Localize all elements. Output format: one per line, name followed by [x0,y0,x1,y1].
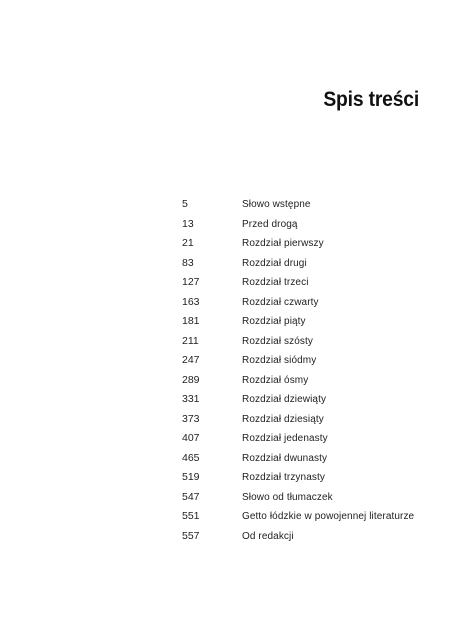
toc-page-number: 557 [182,529,200,542]
page-title: Spis treści [323,88,419,111]
toc-entry [182,195,442,215]
toc-entry-title: Rozdział dwunasty [242,452,328,464]
toc-entry [182,488,442,508]
toc-entry [182,312,442,332]
toc-page-number: 211 [182,334,199,347]
toc-entry-title: Getto łódzkie w powojennej literaturze [242,511,415,522]
toc-entry-title: Rozdział dziewiąty [242,394,327,405]
toc-entry [182,254,442,274]
toc-entry-title: Słowo wstępne [242,199,311,210]
toc-page-number: 331 [182,393,200,405]
toc-page-number: 289 [182,373,200,386]
toc-entry-title: Rozdział trzynasty [242,472,325,483]
toc-entry [182,234,442,254]
toc-page-number: 551 [182,510,200,522]
toc-entry [182,351,442,371]
toc-entry-title: Rozdział dziesiąty [242,413,324,425]
toc-page-number: 407 [182,432,200,444]
toc-entry [182,293,442,313]
toc-page-number: 21 [182,237,194,249]
toc-entry-title: Przed drogą [242,218,298,230]
toc-page-number: 13 [182,217,194,230]
toc-entry-title: Rozdział piąty [242,316,306,327]
toc-page-number: 163 [182,295,200,308]
toc-page-number: 127 [182,276,200,288]
toc-entry [182,410,442,430]
toc-entry [182,507,442,527]
toc-page-number: 547 [182,490,200,503]
toc-entry-title: Rozdział szósty [242,335,313,347]
toc-entry [182,332,442,352]
toc-entry [182,527,442,547]
toc-entry-title: Rozdział drugi [242,257,307,269]
toc-page-number: 247 [182,354,200,366]
toc-entry-title: Rozdział pierwszy [242,238,324,249]
toc-entry [182,429,442,449]
toc-page-number: 5 [182,198,188,210]
toc-page-number: 83 [182,256,194,269]
toc-entry [182,390,442,410]
toc-page-number: 465 [182,451,200,464]
table-of-contents [182,195,442,546]
toc-page-number: 519 [182,471,200,483]
toc-entry [182,449,442,469]
toc-entry-title: Rozdział ósmy [242,374,309,386]
toc-entry-title: Rozdział jedenasty [242,433,328,444]
toc-entry-title: Rozdział trzeci [242,277,309,288]
toc-page-number: 373 [182,412,200,425]
toc-page-number: 181 [182,315,200,327]
toc-entry-title: Od redakcji [242,530,294,542]
toc-entry-title: Rozdział czwarty [242,296,319,308]
toc-entry [182,215,442,235]
toc-entry-title: Słowo od tłumaczek [242,491,333,503]
toc-entry [182,468,442,488]
toc-entry [182,273,442,293]
toc-entry [182,371,442,391]
toc-entry-title: Rozdział siódmy [242,355,317,366]
